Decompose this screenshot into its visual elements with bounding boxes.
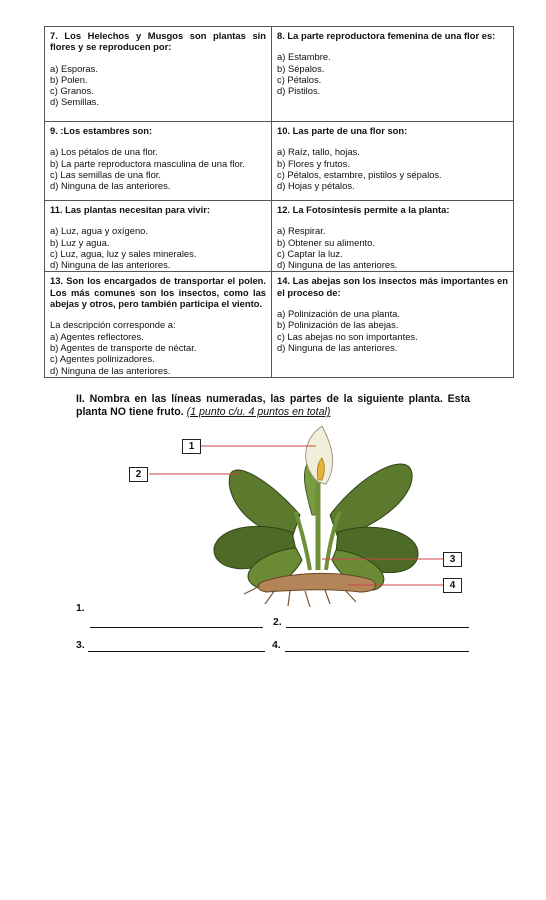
table-row [45,122,514,201]
option: c) Captar la luz. [277,247,343,259]
question-cell [45,272,272,377]
plant-illustration [0,420,546,610]
option: b) La parte reproductora masculina de una flor. [50,157,245,169]
section-instructions [76,393,470,419]
question-prompt: La descripción corresponde a: [50,319,176,331]
question-text: 13. Son los encargados de transportar el polen. Los más comunes son los insectos, como las abejas y otros, pero también participa el viento. [50,275,266,310]
question-cell [272,272,514,377]
option: d) Ninguna de las anteriores. [277,259,398,271]
option: c) Las abejas no son importantes. [277,330,418,342]
option: c) Agentes polinizadores. [50,353,155,365]
option: b) Sépalos. [277,62,325,74]
option: d) Pistilos. [277,85,321,97]
option: c) Las semillas de una flor. [50,168,161,180]
option: d) Ninguna de las anteriores. [50,364,171,376]
option: a) Luz, agua y oxígeno. [50,225,148,237]
option: b) Obtener su alimento. [277,236,375,248]
answer-number-4: 4. [272,640,281,651]
option: c) Luz, agua, luz y sales minerales. [50,247,197,259]
option: c) Granos. [50,85,94,97]
answer-line-4[interactable] [285,651,469,652]
answer-line-2[interactable] [286,627,469,628]
question-text: 10. Las parte de una flor son: [277,125,408,136]
option: a) Raíz, tallo, hojas. [277,146,360,158]
option: a) Estambre. [277,51,331,63]
plant-label-1: 1 [182,439,201,454]
option: a) Agentes reflectores. [50,330,144,342]
option: a) Respirar. [277,225,326,237]
table-row [45,201,514,272]
plant-label-3: 3 [443,552,462,567]
option: b) Polen. [50,73,88,85]
question-cell [45,122,272,201]
answer-number-3: 3. [76,640,85,651]
option: c) Pétalos, estambre, pistilos y sépalos. [277,168,442,180]
table-row [45,272,514,377]
question-cell [45,201,272,272]
option: b) Agentes de transporte de néctar. [50,341,197,353]
answer-line-3[interactable] [88,651,265,652]
answer-number-2: 2. [273,617,282,628]
answer-number-1: 1. [76,603,85,614]
question-text: 8. La parte reproductora femenina de una flor es: [277,30,496,41]
option: b) Polinización de las abejas. [277,319,399,331]
option: d) Semillas. [50,96,99,108]
section-text: II. Nombra en las líneas numeradas, las partes de la siguiente planta. Esta planta NO tiene fruto. [76,393,470,418]
option: b) Flores y frutos. [277,157,350,169]
plant-label-2: 2 [129,467,148,482]
plant-label-4: 4 [443,578,462,593]
table-row [45,27,514,122]
question-cell [45,27,272,122]
question-text: 7. Los Helechos y Musgos son plantas sin flores y se reproducen por: [50,30,266,53]
option: a) Los pétalos de una flor. [50,146,158,158]
option: d) Ninguna de las anteriores. [50,180,171,192]
question-cell [272,122,514,201]
option: c) Pétalos. [277,73,322,85]
option: d) Ninguna de las anteriores. [277,341,398,353]
option: b) Luz y agua. [50,236,110,248]
option: a) Esporas. [50,62,98,74]
points-note: (1 punto c/u. 4 puntos en total) [186,406,331,418]
answer-line-1[interactable] [90,627,263,628]
option: a) Polinización de una planta. [277,308,401,320]
question-text: 11. Las plantas necesitan para vivir: [50,204,210,215]
option: d) Hojas y pétalos. [277,180,355,192]
question-cell [272,201,514,272]
questions-table [44,26,514,378]
question-text: 14. Las abejas son los insectos más importantes en el proceso de: [277,275,508,298]
question-text: 12. La Fotosíntesis permite a la planta: [277,204,450,215]
option: d) Ninguna de las anteriores. [50,259,171,271]
question-text: 9. :Los estambres son: [50,125,153,136]
question-cell [272,27,514,122]
